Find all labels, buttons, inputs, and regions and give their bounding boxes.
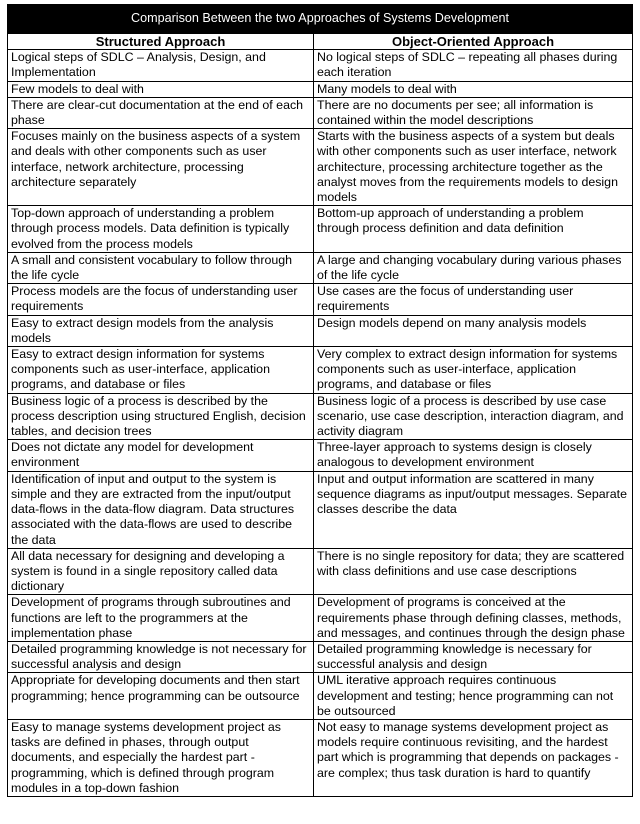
structured-cell: Identification of input and output to the system is simple and they are extracted from the input/output data-flows in the data-flow diagram. Data structures associated with the data-flows are used to describe the data	[8, 471, 314, 548]
object-oriented-cell: There is no single repository for data; they are scattered with class definitions and use case descriptions	[314, 548, 633, 595]
table-row	[8, 471, 633, 548]
table-row	[8, 595, 633, 642]
table-row	[8, 81, 633, 97]
structured-cell: Detailed programming knowledge is not necessary for successful analysis and design	[8, 641, 314, 672]
object-oriented-cell: Development of programs is conceived at the requirements phase through defining classes, methods, and messages, and continues through the design phase	[314, 595, 633, 642]
object-oriented-cell: Detailed programming knowledge is necessary for successful analysis and design	[314, 641, 633, 672]
object-oriented-header: Object-Oriented Approach	[314, 34, 633, 50]
structured-cell: Focuses mainly on the business aspects of a system and deals with other components such as user interface, network architecture, processing architecture separately	[8, 129, 314, 206]
object-oriented-cell: Very complex to extract design information for systems components such as user-interface, application programs, and database or files	[314, 347, 633, 394]
table-row	[8, 347, 633, 394]
structured-cell: Easy to extract design information for systems components such as user-interface, application programs, and database or files	[8, 347, 314, 394]
table-row	[8, 719, 633, 796]
table-row	[8, 97, 633, 128]
table-row	[8, 440, 633, 471]
object-oriented-cell: Business logic of a process is described by use case scenario, use case description, interaction diagram, and activity diagram	[314, 393, 633, 440]
table-row	[8, 284, 633, 315]
object-oriented-cell: Not easy to manage systems development project as models require continuous revisiting, and the hardest part which is programming that depends on packages - are complex; thus task duration is hard to quantify	[314, 719, 633, 796]
title-row	[8, 5, 633, 34]
table-row	[8, 206, 633, 253]
table-title: Comparison Between the two Approaches of Systems Development	[8, 5, 633, 34]
table-row	[8, 315, 633, 346]
structured-cell: Process models are the focus of understanding user requirements	[8, 284, 314, 315]
structured-cell: There are clear-cut documentation at the end of each phase	[8, 97, 314, 128]
structured-header: Structured Approach	[8, 34, 314, 50]
comparison-table	[7, 4, 633, 797]
structured-cell: All data necessary for designing and developing a system is found in a single repository called data dictionary	[8, 548, 314, 595]
table-row	[8, 252, 633, 283]
object-oriented-cell: There are no documents per see; all information is contained within the model descriptions	[314, 97, 633, 128]
structured-cell: Does not dictate any model for development environment	[8, 440, 314, 471]
object-oriented-cell: Many models to deal with	[314, 81, 633, 97]
structured-cell: Easy to extract design models from the analysis models	[8, 315, 314, 346]
header-row	[8, 34, 633, 50]
table-row	[8, 129, 633, 206]
table-row	[8, 393, 633, 440]
table-row	[8, 548, 633, 595]
structured-cell: Business logic of a process is described by the process description using structured English, decision tables, and decision trees	[8, 393, 314, 440]
structured-cell: A small and consistent vocabulary to follow through the life cycle	[8, 252, 314, 283]
structured-cell: Appropriate for developing documents and then start programming; hence programming can be outsource	[8, 673, 314, 720]
structured-cell: Development of programs through subroutines and functions are left to the programmers at the implementation phase	[8, 595, 314, 642]
table-row	[8, 641, 633, 672]
object-oriented-cell: Input and output information are scattered in many sequence diagrams as input/output messages. Separate classes describe the data	[314, 471, 633, 548]
object-oriented-cell: Three-layer approach to systems design is closely analogous to development environment	[314, 440, 633, 471]
document-page	[7, 4, 632, 797]
table-row	[8, 50, 633, 81]
table-row	[8, 673, 633, 720]
object-oriented-cell: No logical steps of SDLC – repeating all phases during each iteration	[314, 50, 633, 81]
structured-cell: Easy to manage systems development project as tasks are defined in phases, through output documents, and especially the hardest part - programming, which is defined through program modules in a top-down fashion	[8, 719, 314, 796]
structured-cell: Top-down approach of understanding a problem through process models. Data definition is typically evolved from the process models	[8, 206, 314, 253]
object-oriented-cell: UML iterative approach requires continuous development and testing; hence programming can not be outsourced	[314, 673, 633, 720]
structured-cell: Few models to deal with	[8, 81, 314, 97]
object-oriented-cell: Bottom-up approach of understanding a problem through process definition and data definition	[314, 206, 633, 253]
object-oriented-cell: Use cases are the focus of understanding user requirements	[314, 284, 633, 315]
object-oriented-cell: Starts with the business aspects of a system but deals with other components such as user interface, network architecture, processing architecture together as the analyst moves from the requirements models to design models	[314, 129, 633, 206]
object-oriented-cell: Design models depend on many analysis models	[314, 315, 633, 346]
object-oriented-cell: A large and changing vocabulary during various phases of the life cycle	[314, 252, 633, 283]
structured-cell: Logical steps of SDLC – Analysis, Design, and Implementation	[8, 50, 314, 81]
